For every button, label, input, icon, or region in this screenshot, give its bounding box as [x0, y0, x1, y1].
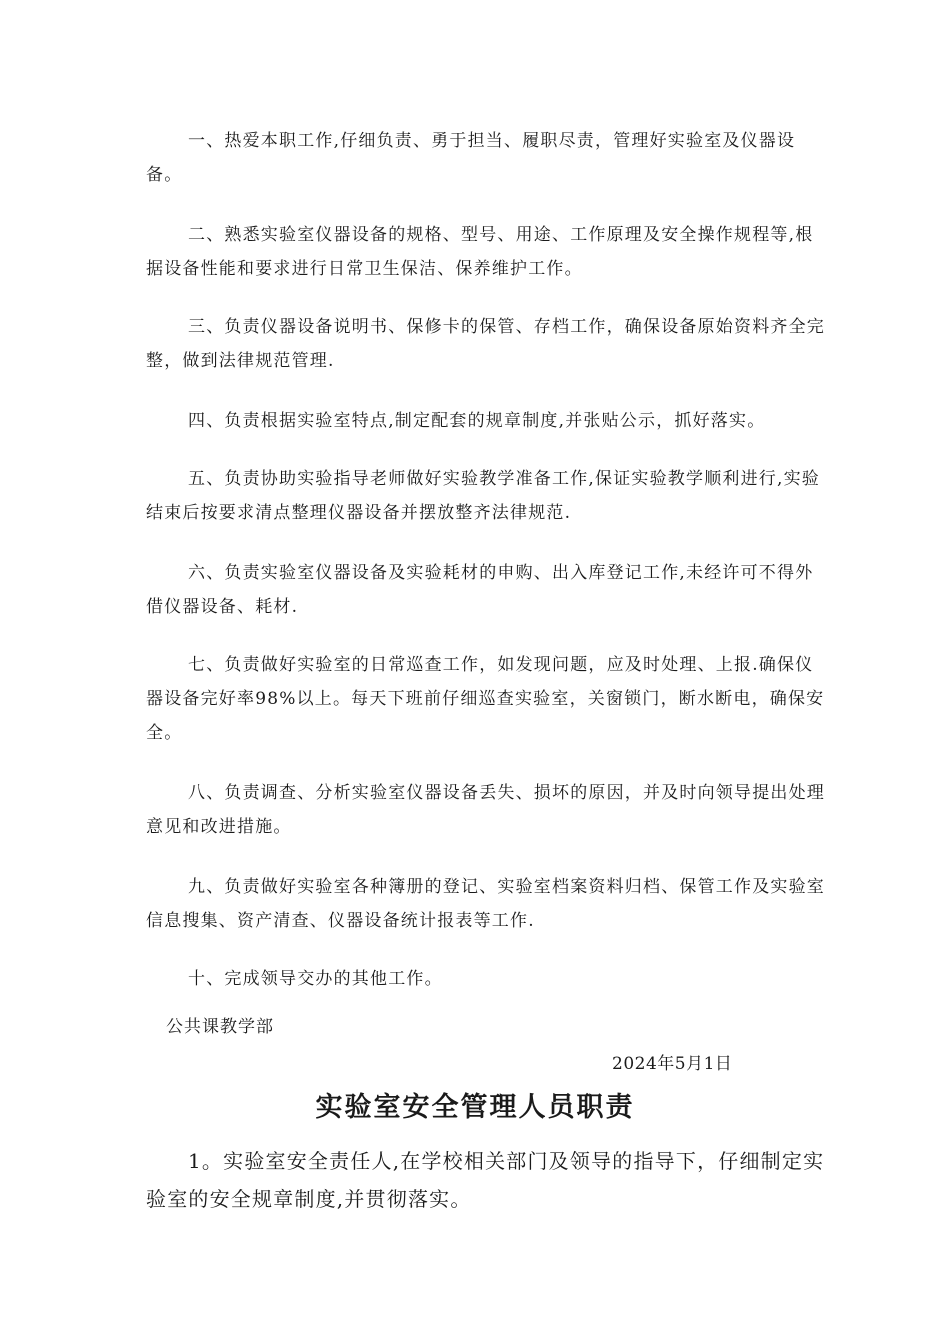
duty-paragraph-1: 一、热爱本职工作,仔细负责、勇于担当、履职尽责，管理好实验室及仪器设备。 — [146, 131, 796, 185]
duty-paragraph-8: 八、负责调查、分析实验室仪器设备丢失、损坏的原因，并及时向领导提出处理意见和改进措施。 — [146, 783, 825, 837]
duty-paragraph-9: 九、负责做好实验室各种簿册的登记、实验室档案资料归档、保管工作及实验室信息搜集、资产清查、仪器设备统计报表等工作. — [146, 877, 825, 931]
duty-paragraph-3: 三、负责仪器设备说明书、保修卡的保管、存档工作，确保设备原始资料齐全完整，做到法律规范管理. — [146, 317, 825, 371]
department-name: 公共课教学部 — [166, 1017, 274, 1037]
duty-paragraph-10: 十、完成领导交办的其他工作。 — [188, 969, 443, 989]
section-title: 实验室安全管理人员职责 — [315, 1092, 635, 1123]
duty-paragraph-6: 六、负责实验室仪器设备及实验耗材的申购、出入库登记工作,未经许可不得外借仪器设备、耗材. — [146, 563, 814, 617]
section-item-1: 1。实验室安全责任人,在学校相关部门及领导的指导下，仔细制定实验室的安全规章制度,并贯彻落实。 — [146, 1149, 825, 1211]
duty-paragraph-7: 七、负责做好实验室的日常巡查工作，如发现问题，应及时处理、上报.确保仪器设备完好率98%以上。每天下班前仔细巡查实验室，关窗锁门，断水断电，确保安全。 — [146, 655, 825, 743]
duty-paragraph-4: 四、负责根据实验室特点,制定配套的规章制度,并张贴公示，抓好落实。 — [188, 411, 766, 431]
duty-paragraph-5: 五、负责协助实验指导老师做好实验教学准备工作,保证实验教学顺利进行,实验结束后按要求清点整理仪器设备并摆放整齐法律规范. — [146, 469, 821, 523]
document-date: 2024年5月1日 — [612, 1054, 733, 1074]
duty-paragraph-2: 二、熟悉实验室仪器设备的规格、型号、用途、工作原理及安全操作规程等,根据设备性能和要求进行日常卫生保洁、保养维护工作。 — [146, 225, 814, 279]
